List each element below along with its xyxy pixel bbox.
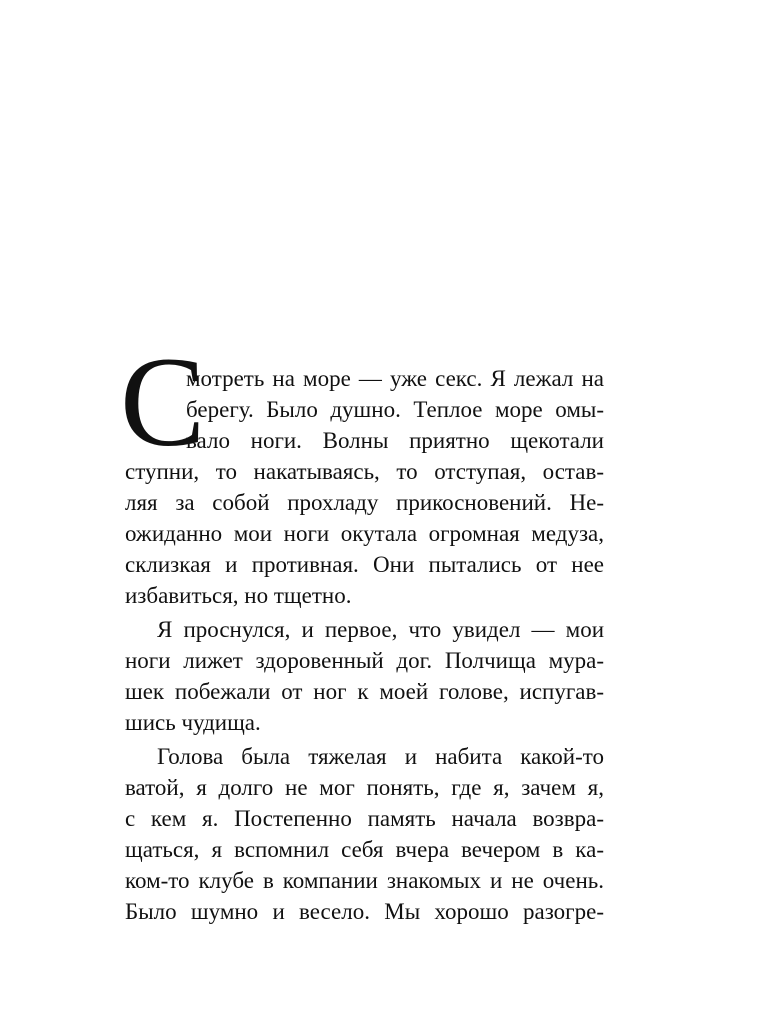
text-line: мотреть на море — уже секс. Я лежал на (186, 366, 604, 391)
text-line: склизкая и противная. Они пытались от нее (125, 552, 604, 577)
text-line: Я проснулся, и первое, что увидел — мои (157, 617, 604, 642)
text-line: ожиданно мои ноги окутала огромная медуза, (125, 521, 604, 546)
text-line: Голова была тяжелая и набита какой-то (157, 744, 604, 769)
drop-cap: С (120, 331, 206, 473)
text-line: вало ноги. Волны приятно щекотали (186, 428, 604, 453)
text-line: щаться, я вспомнил себя вчера вечером в ка- (125, 837, 604, 862)
text-line: избавиться, но тщетно. (125, 583, 352, 608)
text-line: шек побежали от ног к моей голове, испугав- (125, 679, 604, 704)
text-line: ляя за собой прохладу прикосновений. Не- (125, 490, 604, 515)
text-line: ноги лижет здоровенный дог. Полчища мура- (125, 648, 604, 673)
text-line: с кем я. Постепенно память начала возвра- (125, 806, 604, 831)
text-line: шись чудища. (125, 710, 261, 735)
text-line: ступни, то накатываясь, то отступая, остав- (125, 459, 604, 484)
text-line: Было шумно и весело. Мы хорошо разогре- (125, 899, 604, 924)
text-line: ватой, я долго не мог понять, где я, зачем я, (125, 775, 604, 800)
text-line: ком-то клубе в компании знакомых и не очень. (125, 868, 604, 893)
text-line: берегу. Было душно. Теплое море омы- (186, 397, 604, 422)
